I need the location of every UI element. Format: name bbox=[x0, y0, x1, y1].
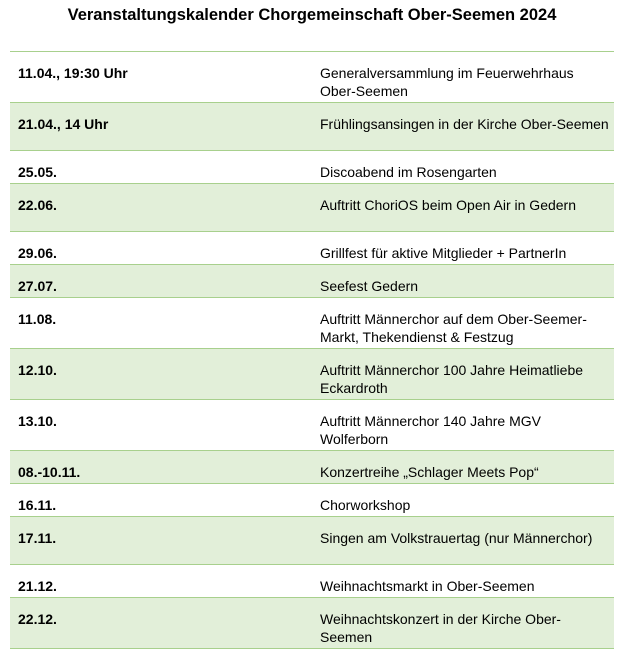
event-date-cell bbox=[10, 184, 312, 232]
event-description: Konzertreihe „Schlager Meets Pop“ bbox=[320, 464, 539, 480]
event-row bbox=[10, 265, 614, 298]
event-date-cell bbox=[10, 151, 312, 184]
event-date: 12.10. bbox=[18, 362, 57, 378]
page-title: Veranstaltungskalender Chorgemeinschaft Ober-Seemen 2024 bbox=[67, 6, 557, 24]
event-date: 25.05. bbox=[18, 164, 57, 180]
event-description: Frühlingsansingen in der Kirche Ober-Seemen bbox=[320, 116, 609, 132]
event-description: Auftritt Männerchor auf dem Ober-Seemer-Markt, Thekendienst & Festzug bbox=[320, 311, 587, 345]
event-date: 16.11. bbox=[18, 497, 57, 513]
event-table bbox=[10, 51, 614, 649]
event-description: Weihnachtskonzert in der Kirche Ober-Seemen bbox=[320, 611, 561, 645]
event-row bbox=[10, 151, 614, 184]
event-description: Chorworkshop bbox=[320, 497, 411, 513]
event-row bbox=[10, 298, 614, 349]
event-date-cell bbox=[10, 517, 312, 565]
event-date-cell bbox=[10, 232, 312, 265]
event-description-cell bbox=[312, 451, 614, 484]
event-row bbox=[10, 598, 614, 649]
event-date-cell bbox=[10, 484, 312, 517]
event-description-cell bbox=[312, 484, 614, 517]
event-description: Seefest Gedern bbox=[320, 278, 419, 294]
event-date: 22.12. bbox=[18, 611, 57, 627]
event-date: 17.11. bbox=[18, 530, 57, 546]
event-description-cell bbox=[312, 151, 614, 184]
event-date-cell bbox=[10, 565, 312, 598]
event-date-cell bbox=[10, 298, 312, 349]
event-row bbox=[10, 400, 614, 451]
event-date: 11.08. bbox=[18, 311, 57, 327]
event-row bbox=[10, 103, 614, 151]
event-row bbox=[10, 52, 614, 103]
event-row bbox=[10, 451, 614, 484]
event-date-cell bbox=[10, 103, 312, 151]
event-description-cell bbox=[312, 517, 614, 565]
event-description-cell bbox=[312, 298, 614, 349]
event-row bbox=[10, 517, 614, 565]
event-description-cell bbox=[312, 400, 614, 451]
event-date-cell bbox=[10, 349, 312, 400]
event-date: 29.06. bbox=[18, 245, 57, 261]
event-description: Generalversammlung im Feuerwehrhaus Ober-Seemen bbox=[320, 65, 574, 99]
event-description-cell bbox=[312, 52, 614, 103]
event-description-cell bbox=[312, 265, 614, 298]
event-description-cell bbox=[312, 349, 614, 400]
event-description-cell bbox=[312, 184, 614, 232]
event-row bbox=[10, 232, 614, 265]
event-description: Auftritt Männerchor 100 Jahre Heimatliebe Eckardroth bbox=[320, 362, 584, 396]
event-description: Auftritt ChoriOS beim Open Air in Gedern bbox=[320, 197, 576, 213]
event-date-cell bbox=[10, 400, 312, 451]
event-table-body bbox=[10, 52, 614, 649]
event-date: 22.06. bbox=[18, 197, 57, 213]
event-date: 21.12. bbox=[18, 578, 57, 594]
event-description: Weihnachtsmarkt in Ober-Seemen bbox=[320, 578, 535, 594]
event-date: 08.-10.11. bbox=[18, 464, 81, 480]
event-row bbox=[10, 565, 614, 598]
event-date: 11.04., 19:30 Uhr bbox=[18, 65, 128, 81]
event-description: Singen am Volkstrauertag (nur Männerchor) bbox=[320, 530, 593, 546]
event-date-cell bbox=[10, 598, 312, 649]
event-row bbox=[10, 349, 614, 400]
event-date-cell bbox=[10, 451, 312, 484]
event-description-cell bbox=[312, 598, 614, 649]
event-date: 13.10. bbox=[18, 413, 57, 429]
event-date-cell bbox=[10, 52, 312, 103]
event-description: Discoabend im Rosengarten bbox=[320, 164, 497, 180]
event-description-cell bbox=[312, 565, 614, 598]
event-row bbox=[10, 184, 614, 232]
event-date: 21.04., 14 Uhr bbox=[18, 116, 109, 132]
event-description-cell bbox=[312, 232, 614, 265]
event-description-cell bbox=[312, 103, 614, 151]
event-date-cell bbox=[10, 265, 312, 298]
event-description: Auftritt Männerchor 140 Jahre MGV Wolferborn bbox=[320, 413, 541, 447]
event-date: 27.07. bbox=[18, 278, 57, 294]
event-description: Grillfest für aktive Mitglieder + PartnerIn bbox=[320, 245, 567, 261]
event-row bbox=[10, 484, 614, 517]
